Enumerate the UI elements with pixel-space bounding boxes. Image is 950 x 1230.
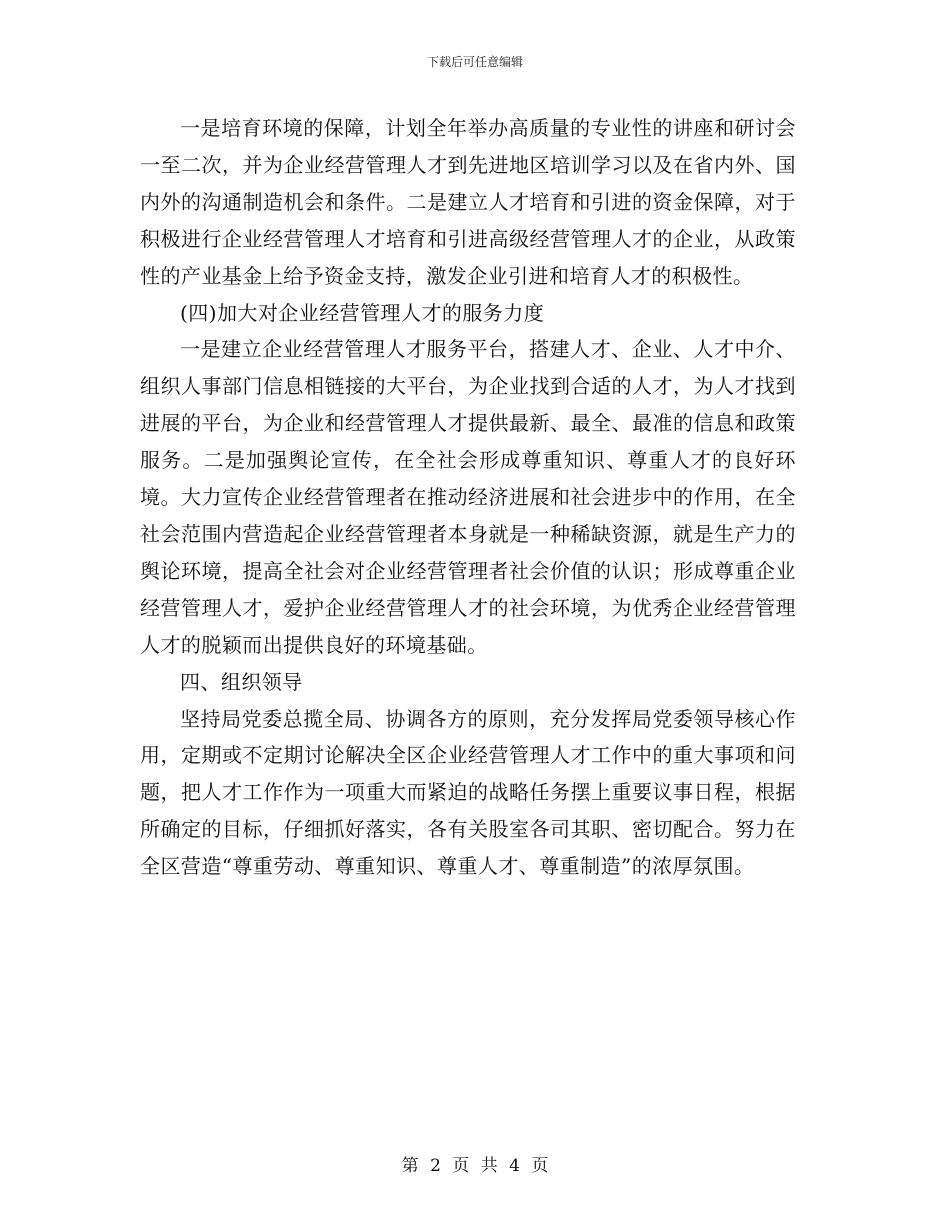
paragraph-service-platform: 一是建立企业经营管理人才服务平台，搭建人才、企业、人才中介、组织人事部门信息相链接的大平台，为企业找到合适的人才，为人才找到进展的平台，为企业和经营管理人才提供最新、最全、最准的信息和政策服务。二是加强舆论宣传，在全社会形成尊重知识、尊重人才的良好环境。大力宣传企业经营管理者在推动经济进展和社会进步中的作用，在全社会范围内营造起企业经营管理者本身就是一种稀缺资源，就是生产力的舆论环境，提高全社会对企业经营管理者社会价值的认识；形成尊重企业经营管理人才，爱护企业经营管理人才的社会环境，为优秀企业经营管理人才的脱颖而出提供良好的环境基础。: [140, 337, 796, 657]
page-footer: 第 2 页 共 4 页: [401, 1156, 549, 1176]
document-body: [140, 110, 796, 885]
section-heading-service: (四)加大对企业经营管理人才的服务力度: [180, 300, 545, 325]
section-heading-leadership: 四、组织领导: [180, 669, 303, 694]
paragraph-training-funding: 一是培育环境的保障，计划全年举办高质量的专业性的讲座和研讨会一至二次，并为企业经营管理人才到先进地区培训学习以及在省内外、国内外的沟通制造机会和条件。二是建立人才培育和引进的资金保障，对于积极进行企业经营管理人才培育和引进高级经营管理人才的企业，从政策性的产业基金上给予资金支持，激发企业引进和培育人才的积极性。: [140, 116, 796, 288]
paragraph-leadership: 坚持局党委总揽全局、协调各方的原则，充分发挥局党委领导核心作用，定期或不定期讨论解决全区企业经营管理人才工作中的重大事项和问题，把人才工作作为一项重大而紧迫的战略任务摆上重要议事日程，根据所确定的目标，仔细抓好落实，各有关股室各司其职、密切配合。努力在全区营造“尊重劳动、尊重知识、尊重人才、尊重制造”的浓厚氛围。: [140, 706, 796, 879]
page-header: 下载后可任意编辑: [426, 55, 523, 69]
